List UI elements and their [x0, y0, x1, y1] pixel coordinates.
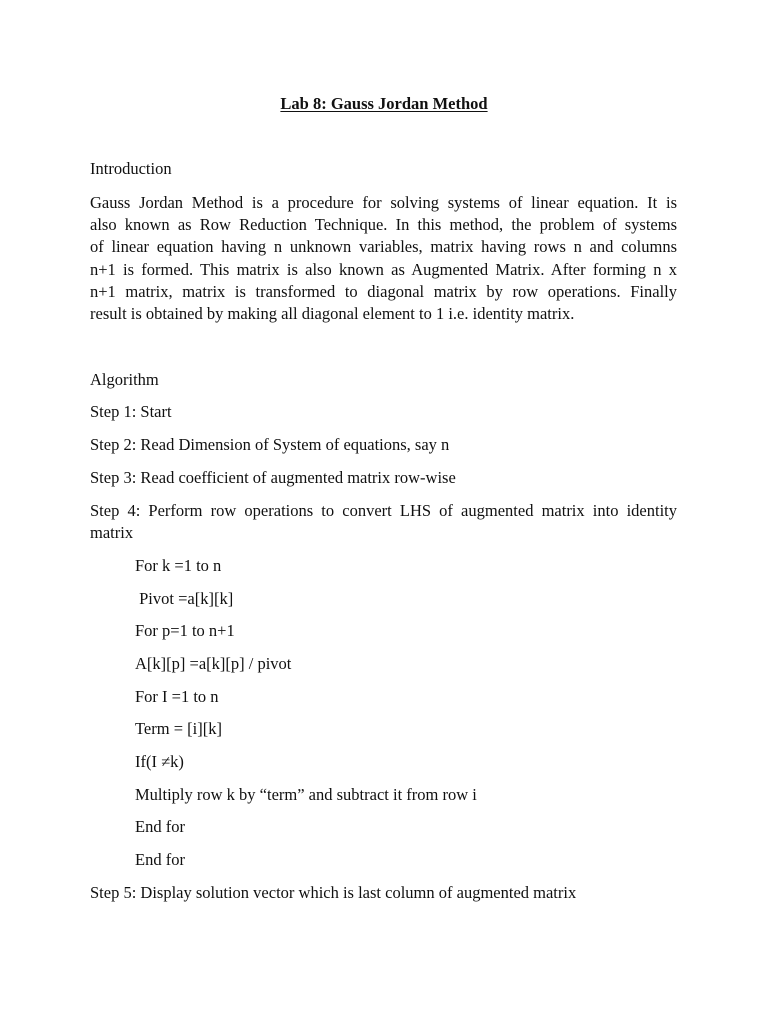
- pseudocode-line: If(I ≠k): [135, 752, 184, 771]
- algorithm-step-1: Step 1: Start: [90, 402, 172, 421]
- algorithm-heading: Algorithm: [90, 370, 159, 389]
- introduction-line: n+1 is formed. This matrix is also known as Augmented Matrix. After forming n x: [90, 259, 677, 279]
- pseudocode-line: End for: [135, 817, 185, 836]
- introduction-heading: Introduction: [90, 159, 172, 178]
- introduction-line: result is obtained by making all diagonal element to 1 i.e. identity matrix.: [90, 303, 575, 323]
- introduction-line: Gauss Jordan Method is a procedure for solving systems of linear equation. It is: [90, 193, 677, 212]
- algorithm-step-4-line: Step 4: Perform row operations to convert LHS of augmented matrix into identity: [90, 501, 677, 520]
- introduction-line: also known as Row Reduction Technique. In this method, the problem of systems: [90, 215, 677, 235]
- introduction-line: n+1 matrix, matrix is transformed to diagonal matrix by row operations. Finally: [90, 281, 677, 301]
- pseudocode-line: For p=1 to n+1: [135, 621, 235, 640]
- page-title: [0, 94, 768, 114]
- algorithm-step-3: Step 3: Read coefficient of augmented matrix row-wise: [90, 468, 456, 487]
- algorithm-step-4: [90, 500, 677, 544]
- algorithm-step-2: Step 2: Read Dimension of System of equations, say n: [90, 435, 450, 454]
- introduction-paragraph: [90, 192, 677, 325]
- pseudocode-line: A[k][p] =a[k][p] / pivot: [135, 654, 292, 673]
- pseudocode-line: Pivot =a[k][k]: [135, 589, 234, 608]
- pseudocode-line: Term = [i][k]: [135, 719, 222, 738]
- pseudocode-line: For k =1 to n: [135, 556, 222, 575]
- pseudocode-line: Multiply row k by “term” and subtract it from row i: [135, 785, 477, 804]
- page-title-text: Lab 8: Gauss Jordan Method: [280, 94, 488, 113]
- algorithm-step-4-line: matrix: [90, 523, 134, 543]
- introduction-line: of linear equation having n unknown variables, matrix having rows n and columns: [90, 237, 677, 257]
- algorithm-step-5: Step 5: Display solution vector which is last column of augmented matrix: [90, 883, 577, 902]
- pseudocode-line: For I =1 to n: [135, 687, 219, 706]
- pseudocode-line: End for: [135, 850, 185, 869]
